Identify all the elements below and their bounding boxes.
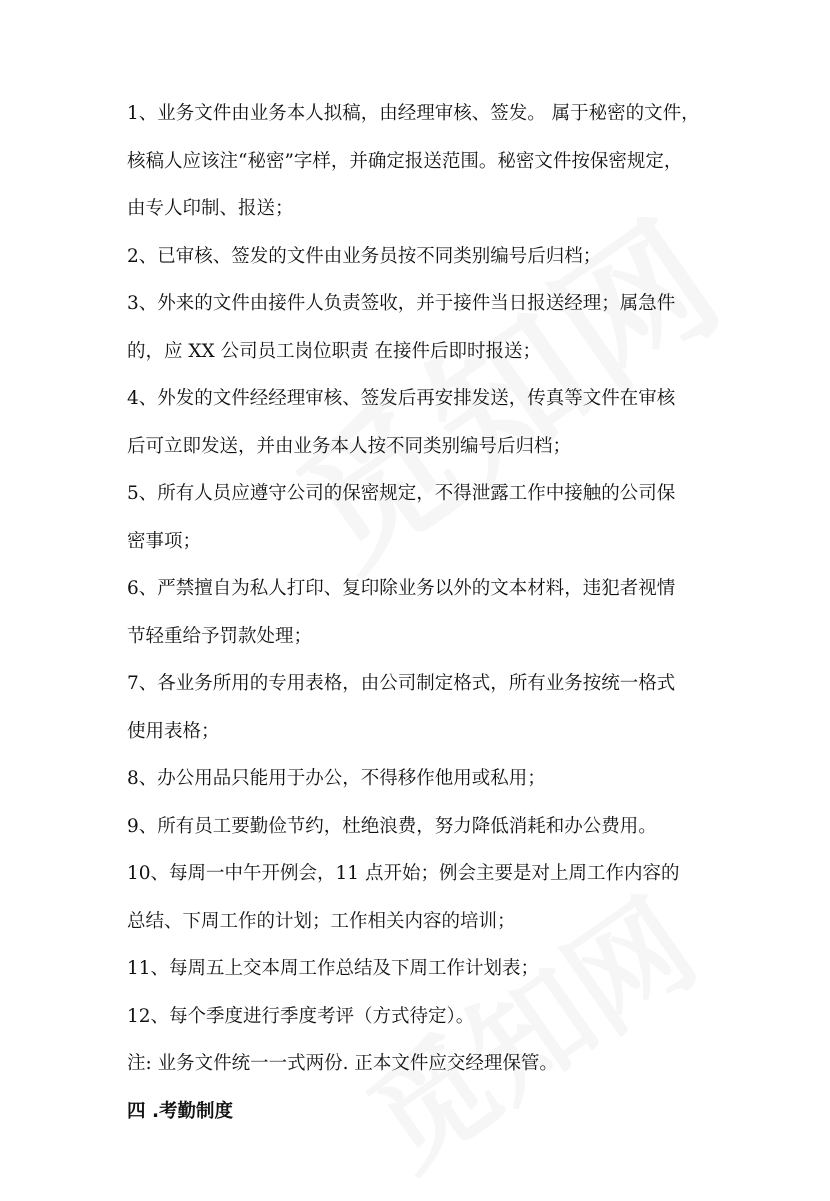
note-line: 注: 业务文件统一一式两份. 正本文件应交经理保管。 bbox=[127, 1053, 558, 1074]
text-line: 5、所有人员应遵守公司的保密规定，不得泄露工作中接触的公司保 bbox=[127, 483, 676, 504]
text-line: 节轻重给予罚款处理； bbox=[127, 625, 313, 647]
document-body bbox=[127, 102, 717, 1124]
text-line: 3、外来的文件由接件人负责签收，并于接件当日报送经理；属急件 bbox=[127, 293, 676, 314]
text-line: 密事项； bbox=[127, 530, 202, 552]
text-line: 的，应 XX 公司员工岗位职责 在接件后即时报送； bbox=[127, 340, 541, 362]
text-line: 10、每周一中午开例会，11 点开始；例会主要是对上周工作内容的 bbox=[127, 863, 680, 884]
text-line: 总结、下周工作的计划；工作相关内容的培训； bbox=[127, 910, 516, 932]
text-line: 2、已审核、签发的文件由业务员按不同类别编号后归档； bbox=[127, 245, 602, 267]
text-line: 8、办公用品只能用于办公，不得移作他用或私用； bbox=[127, 768, 546, 789]
text-line: 后可立即发送，并由业务本人按不同类别编号后归档； bbox=[127, 435, 572, 457]
text-line: 11、每周五上交本周工作总结及下周工作计划表； bbox=[127, 958, 540, 979]
text-line: 6、严禁擅自为私人打印、复印除业务以外的文本材料，违犯者视情 bbox=[127, 578, 676, 599]
text-line: 核稿人应该注“秘密”字样，并确定报送范围。秘密文件按保密规定， bbox=[127, 150, 683, 172]
text-line: 使用表格； bbox=[127, 720, 220, 742]
text-line: 1、业务文件由业务本人拟稿，由经理审核、签发。 属于秘密的文件， bbox=[127, 103, 700, 124]
text-line: 7、各业务所用的专用表格，由公司制定格式，所有业务按统一格式 bbox=[127, 673, 676, 694]
text-line: 12、每个季度进行季度考评（方式待定）。 bbox=[127, 1005, 475, 1027]
text-line: 由专人印制、报送； bbox=[127, 198, 294, 219]
text-line: 9、所有员工要勤俭节约，杜绝浪费，努力降低消耗和办公费用。 bbox=[127, 815, 657, 837]
section-heading: 四 .考勤制度 bbox=[127, 1100, 233, 1122]
text-line: 4、外发的文件经经理审核、签发后再安排发送，传真等文件在审核 bbox=[127, 388, 676, 409]
